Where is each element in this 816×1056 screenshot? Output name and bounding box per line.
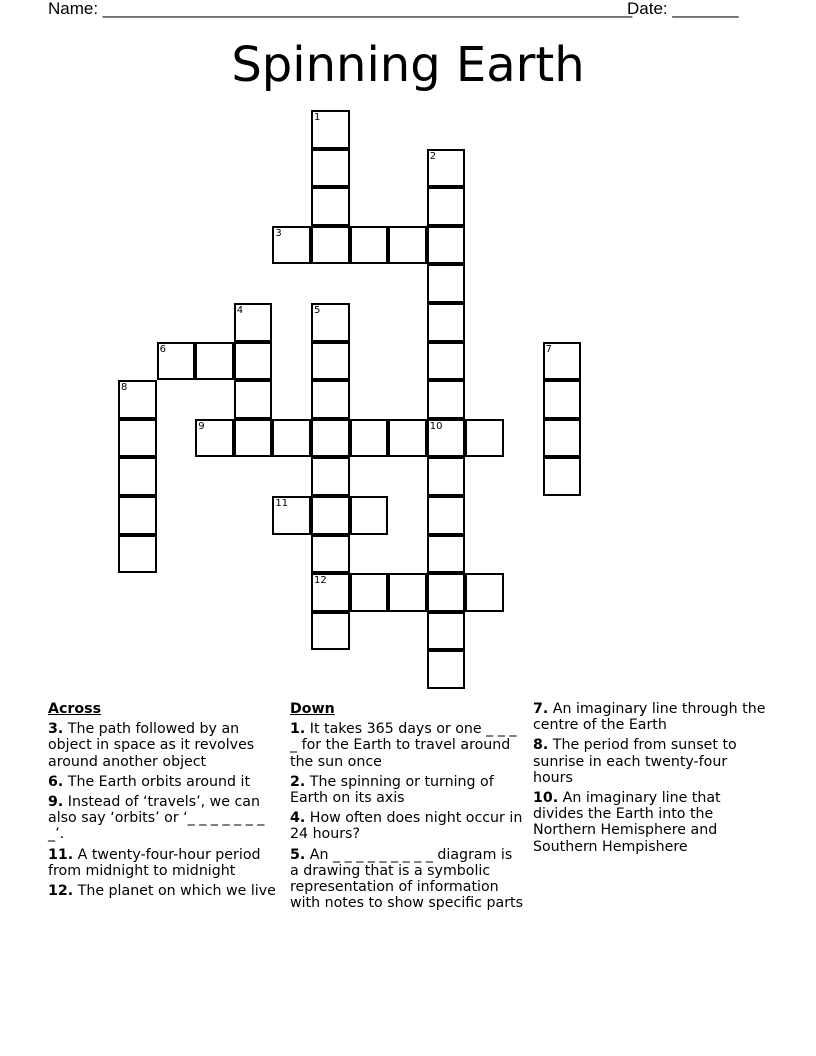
clue-number: 3.	[48, 721, 64, 738]
clue-number: 1.	[290, 721, 306, 738]
crossword-cell[interactable]	[388, 226, 427, 265]
clue-number: 2.	[290, 773, 306, 790]
crossword-cell[interactable]	[427, 496, 466, 535]
clue-number: 9.	[48, 794, 64, 811]
clue-down-5	[290, 847, 525, 912]
clue-text: An imaginary line through the centre of the Earth	[533, 701, 766, 734]
crossword-cell[interactable]	[118, 535, 157, 574]
name-field-label: Name: ________________________________________________________	[48, 0, 633, 18]
date-field-label: Date: _______	[627, 0, 739, 18]
clue-number-label: 11	[275, 498, 289, 509]
clue-across-12	[48, 883, 280, 899]
clue-text: The path followed by an object in space as it revolves around another object	[48, 721, 255, 770]
clue-across-11	[48, 847, 280, 879]
crossword-cell[interactable]	[234, 342, 273, 381]
crossword-cell[interactable]	[311, 535, 350, 574]
crossword-cell[interactable]	[234, 380, 273, 419]
crossword-cell[interactable]	[427, 303, 466, 342]
crossword-cell[interactable]	[388, 419, 427, 458]
clue-across-6	[48, 774, 280, 790]
clue-down-1	[290, 721, 525, 770]
crossword-cell[interactable]	[311, 419, 350, 458]
clue-number-label: 8	[121, 382, 128, 394]
clue-text: How often does night occur in 24 hours?	[290, 810, 523, 843]
clue-number-label: 3	[275, 227, 282, 239]
clue-number: 10.	[533, 790, 559, 807]
clue-number-label: 9	[198, 420, 205, 432]
clue-text: An imaginary line that divides the Earth into the Northern Hemisphere and Southern Hempishere	[533, 790, 721, 855]
down-heading: Down	[290, 701, 335, 717]
crossword-cell[interactable]	[234, 419, 273, 458]
clue-across-3	[48, 721, 280, 770]
crossword-cell[interactable]	[350, 573, 389, 612]
crossword-cell[interactable]	[543, 457, 582, 496]
clue-number: 7.	[533, 701, 549, 717]
crossword-cell[interactable]	[311, 226, 350, 265]
across-clues	[48, 701, 280, 903]
crossword-cell[interactable]	[311, 342, 350, 381]
clue-number-label: 5	[314, 305, 321, 316]
clue-number: 8.	[533, 737, 549, 754]
clue-number-label: 7	[545, 343, 552, 355]
clue-number-label: 1	[314, 112, 321, 123]
clue-down-8	[533, 737, 768, 786]
crossword-cell[interactable]	[465, 419, 504, 458]
clue-number-label: 12	[314, 575, 327, 587]
clue-text: A twenty-four-hour period from midnight to midnight	[48, 846, 261, 879]
crossword-cell[interactable]	[388, 573, 427, 612]
clue-text: The Earth orbits around it	[67, 773, 251, 790]
crossword-cell[interactable]	[311, 496, 350, 535]
crossword-cell[interactable]	[427, 342, 466, 381]
crossword-cell[interactable]	[311, 457, 350, 496]
crossword-cell[interactable]	[427, 226, 466, 265]
clue-number: 6.	[48, 773, 64, 790]
crossword-cell[interactable]	[427, 650, 466, 689]
crossword-cell[interactable]	[350, 226, 389, 265]
crossword-cell[interactable]	[543, 380, 582, 419]
crossword-cell[interactable]	[118, 496, 157, 535]
crossword-cell[interactable]	[427, 380, 466, 419]
clue-text: The spinning or turning of Earth on its axis	[290, 773, 494, 807]
crossword-cell[interactable]	[427, 535, 466, 574]
clue-down-7	[533, 701, 768, 733]
clue-number: 12.	[48, 883, 74, 900]
clue-down-10	[533, 790, 768, 855]
crossword-cell[interactable]	[350, 496, 389, 535]
clue-down-2	[290, 774, 525, 806]
crossword-cell[interactable]	[311, 149, 350, 188]
crossword-cell[interactable]	[543, 419, 582, 458]
clue-text: The period from sunset to sunrise in each twenty-four hours	[533, 737, 737, 786]
crossword-cell[interactable]	[311, 187, 350, 226]
crossword-cell[interactable]	[118, 419, 157, 458]
crossword-cell[interactable]	[195, 342, 234, 381]
down-clues	[290, 701, 525, 915]
clue-number-label: 4	[236, 305, 244, 316]
crossword-cell[interactable]	[427, 573, 466, 612]
crossword-cell[interactable]	[427, 612, 466, 651]
clue-number: 5.	[290, 846, 306, 863]
down-clues-continued	[533, 701, 768, 859]
clue-number-label: 10	[429, 420, 443, 432]
clue-text: An _ _ _ _ _ _ _ _ _ diagram is a drawing that is a symbolic representation of information with notes to show specific parts	[290, 846, 524, 912]
clue-number: 11.	[48, 846, 74, 863]
clue-down-4	[290, 810, 525, 842]
clue-text: The planet on which we live	[77, 883, 276, 900]
crossword-cell[interactable]	[118, 457, 157, 496]
crossword-cell[interactable]	[272, 419, 311, 458]
crossword-cell[interactable]	[465, 573, 504, 612]
clue-text: Instead of ‘travels’, we can also say ‘orbits’ or ‘_ _ _ _ _ _ _ _’.	[48, 794, 265, 843]
clue-number-label: 6	[159, 343, 166, 355]
clue-text: It takes 365 days or one _ _ _ _ for the Earth to travel around the sun once	[290, 721, 517, 770]
clue-number: 4.	[290, 810, 306, 827]
clue-across-9	[48, 794, 280, 843]
crossword-cell[interactable]	[311, 380, 350, 419]
crossword-cell[interactable]	[427, 187, 466, 226]
page-title: Spinning Earth	[231, 37, 585, 93]
crossword-cell[interactable]	[427, 457, 466, 496]
across-heading: Across	[48, 701, 102, 717]
crossword-cell[interactable]	[427, 264, 466, 303]
crossword-cell[interactable]	[350, 419, 389, 458]
clue-number-label: 2	[429, 150, 437, 162]
crossword-cell[interactable]	[311, 612, 350, 651]
